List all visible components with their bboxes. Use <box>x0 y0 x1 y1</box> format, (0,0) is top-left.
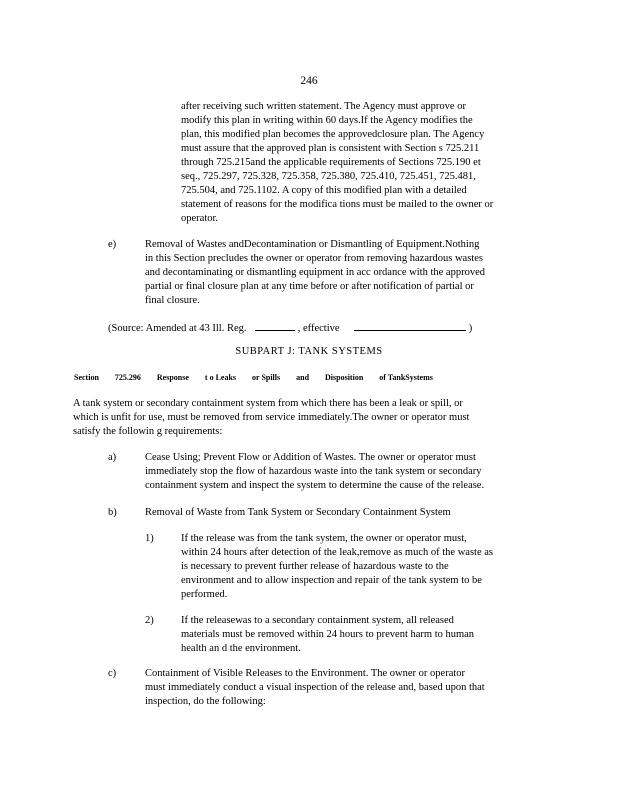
text-line: immediately stop the flow of hazardous waste into the tank system or secondary <box>145 466 482 477</box>
text-line: health an d the environment. <box>181 643 301 654</box>
section-title-part: t o Leaks <box>204 373 237 382</box>
text-line: Containment of Visible Releases to the Environment. The owner or operator <box>145 668 466 679</box>
text-line: environment and to allow inspection and repair of the tank system to be <box>181 575 482 586</box>
text-line: Removal of Wastes andDecontamination or Dismantling of Equipment.Nothing <box>145 239 480 250</box>
item-b1-paragraph <box>181 532 541 602</box>
source-middle: , effective <box>297 323 340 334</box>
text-line: plan, this modified plan becomes the approvedclosure plan. The Agency <box>181 129 485 140</box>
text-line: materials must be removed within 24 hours to prevent harm to human <box>181 629 475 640</box>
section-title-part: or Spills <box>252 373 281 382</box>
section-number: 725.296 <box>114 373 141 382</box>
blank-line <box>354 320 466 331</box>
text-line: operator. <box>181 213 219 224</box>
text-line: satisfy the followin g requirements: <box>73 426 223 437</box>
text-line: Cease Using; Prevent Flow or Addition of Wastes. The owner or operator must <box>145 452 476 463</box>
blank-line <box>255 320 295 331</box>
intro-paragraph <box>73 397 529 439</box>
item-b-heading <box>145 506 530 520</box>
text-line: performed. <box>181 589 228 600</box>
text-line: within 24 hours after detection of the leak,remove as much of the waste as <box>181 547 493 558</box>
text-line: final closure. <box>145 295 200 306</box>
text-line: A tank system or secondary containment system from which there has been a leak or spill, or <box>73 398 463 409</box>
text-line: after receiving such written statement. The Agency must approve or <box>181 101 466 112</box>
text-line: If the releasewas to a secondary containment system, all released <box>181 615 454 626</box>
text-line: inspection, do the following: <box>145 696 266 707</box>
text-line: is necessary to prevent further release of hazardous waste to the <box>181 561 449 572</box>
section-word: Section <box>74 373 99 382</box>
section-title-part: of TankSystems <box>379 373 433 382</box>
text-line: must immediately conduct a visual inspection of the release and, based upon that <box>145 682 485 693</box>
continuation-paragraph <box>181 100 533 226</box>
item-b2-label: 2) <box>145 615 154 626</box>
text-line: If the release was from the tank system, the owner or operator must, <box>181 533 467 544</box>
text-line: and decontaminating or dismantling equipment in acc ordance with the approved <box>145 267 485 278</box>
text-line: through 725.215and the applicable requirements of Sections 725.190 et <box>181 157 481 168</box>
item-c-paragraph <box>145 667 533 709</box>
item-b-label: b) <box>108 507 117 518</box>
text-line: must assure that the approved plan is consistent with Section s 725.211 <box>181 143 480 154</box>
section-heading <box>74 373 447 382</box>
subpart-heading: SUBPART J: TANK SYSTEMS <box>235 346 383 357</box>
source-suffix: ) <box>468 323 473 334</box>
text-line: 725.504, and 725.1102. A copy of this modified plan with a detailed <box>181 185 467 196</box>
text-line: modify this plan in writing within 60 days.If the Agency modifies the <box>181 115 473 126</box>
text-line: Removal of Waste from Tank System or Secondary Containment System <box>145 507 451 518</box>
section-title-part: Response <box>156 373 189 382</box>
item-e-label: e) <box>108 239 117 250</box>
source-prefix: (Source: Amended at 43 Ill. Reg. <box>108 323 247 334</box>
item-b2-paragraph <box>181 614 516 656</box>
item-a-paragraph <box>145 451 530 493</box>
item-a-label: a) <box>108 452 117 463</box>
item-e-paragraph <box>145 238 530 308</box>
text-line: partial or final closure plan at any time before or after notification of partial or <box>145 281 474 292</box>
item-c-label: c) <box>108 668 117 679</box>
source-note <box>108 320 472 334</box>
item-b1-label: 1) <box>145 533 154 544</box>
text-line: seq., 725.297, 725.328, 725.358, 725.380, 725.410, 725.451, 725.481, <box>181 171 476 182</box>
text-line: statement of reasons for the modifica tions must be mailed to the owner or <box>181 199 494 210</box>
section-title-part: and <box>296 373 310 382</box>
section-title-part: Disposition <box>325 373 364 382</box>
page-number: 246 <box>300 75 318 87</box>
text-line: which is unfit for use, must be removed from service immediately.The owner or operator must <box>73 412 470 423</box>
text-line: in this Section precludes the owner or operator from removing hazardous wastes <box>145 253 483 264</box>
text-line: containment system and inspect the system to determine the cause of the release. <box>145 480 485 491</box>
